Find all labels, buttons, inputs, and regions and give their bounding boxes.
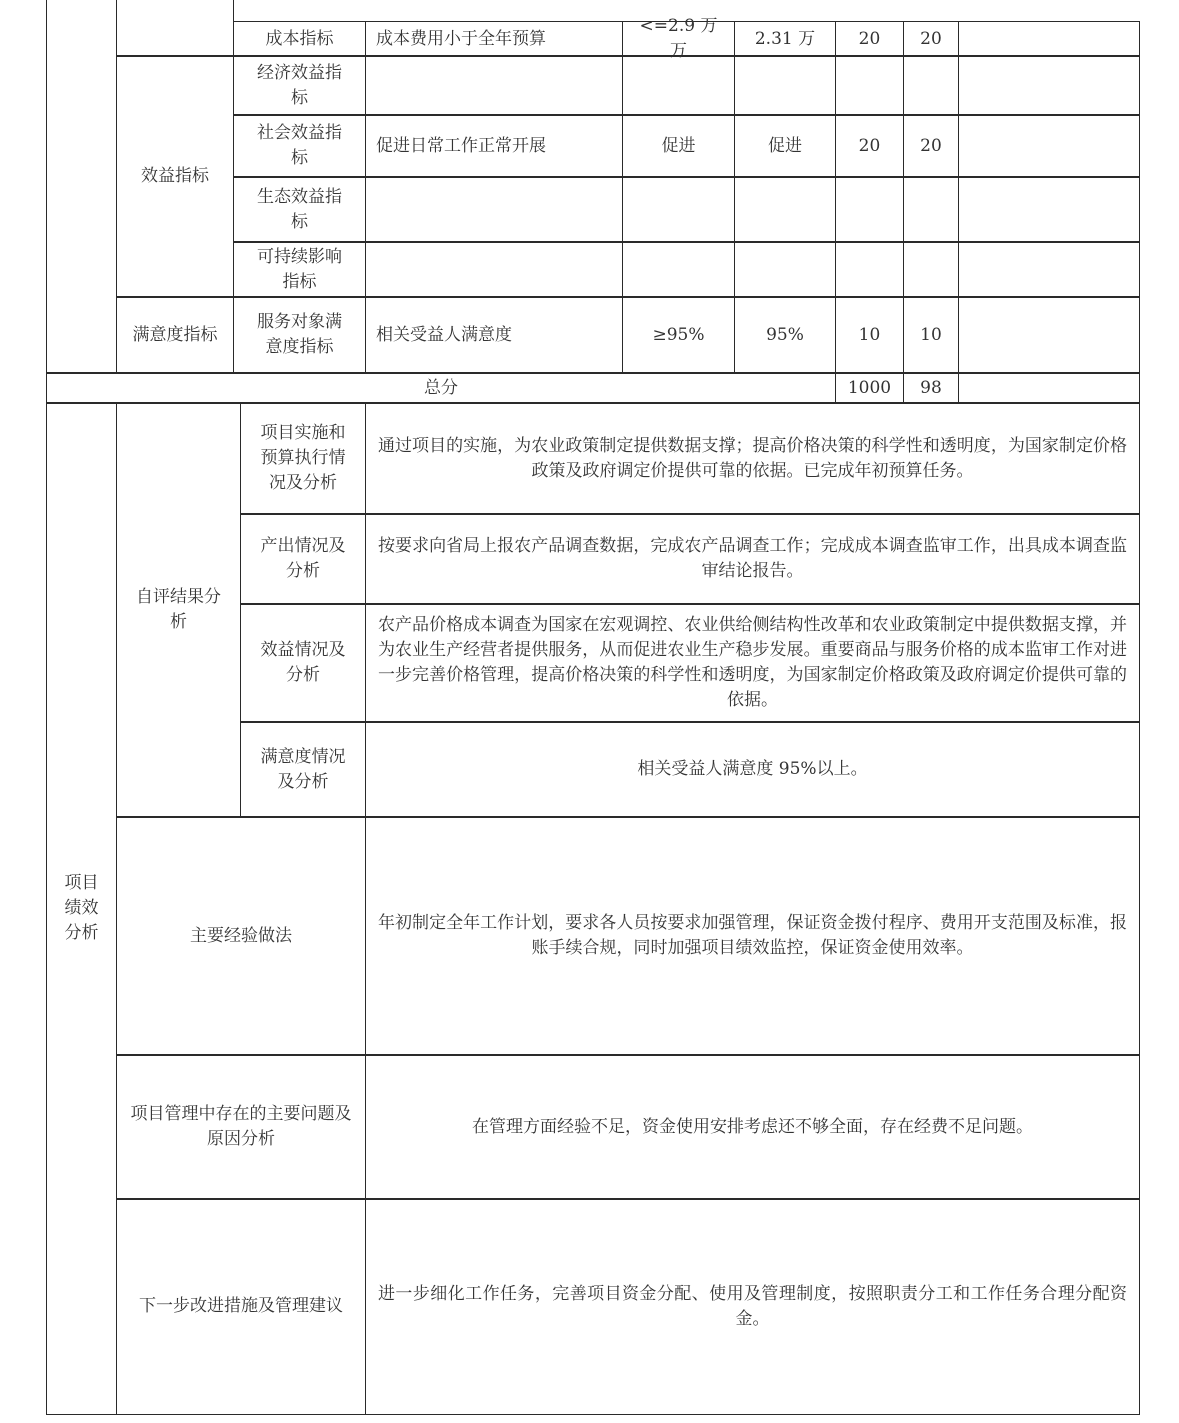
- experience-label-cell: [116, 816, 366, 1056]
- experience-text: 年初制定全年工作计划，要求各人员按要求加强管理，保证资金拨付程序、费用开支范围及标准，报账手续合规，同时加强项目绩效监控，保证资金使用效率。: [378, 913, 1127, 958]
- output-label: 产出情况及分析: [260, 536, 346, 581]
- satisfaction-level3: 服务对象满意度指标: [257, 312, 342, 357]
- economic-weight-cell: [835, 55, 904, 116]
- implementation-text: 通过项目的实施，为农业政策制定提供数据支撑；提高价格决策的科学性和透明度，为国家制定价格政策及政府调定价提供可靠的依据。已完成年初预算任务。: [378, 435, 1127, 481]
- implementation-label: 项目实施和预算执行情况及分析: [260, 423, 346, 493]
- self-eval-label: 自评结果分析: [136, 587, 221, 632]
- experience-label: 主要经验做法: [190, 925, 292, 946]
- cost-score-cell: [903, 21, 959, 57]
- cost-target-cell: [622, 16, 735, 61]
- output-text-cell: [365, 513, 1140, 605]
- benefit-text-cell: [365, 603, 1140, 723]
- social-remark-cell: [958, 114, 1140, 178]
- total-label: 总分: [424, 377, 458, 398]
- sustainable-level3: 可持续影响指标: [257, 246, 342, 292]
- ecological-actual-cell: [734, 176, 836, 243]
- improvements-text: 进一步细化工作任务，完善项目资金分配、使用及管理制度，按照职责分工和工作任务合理分配资金。: [378, 1283, 1127, 1329]
- implementation-text-cell: [365, 402, 1140, 515]
- ecological-content-cell: [365, 176, 623, 243]
- social-level3: 社会效益指标: [257, 123, 342, 168]
- satisfaction-text-cell: [365, 721, 1140, 818]
- economic-level3-cell: [233, 55, 366, 116]
- cost-level3: 成本指标: [265, 28, 334, 49]
- satisfaction-label: 满意度情况及分析: [260, 746, 346, 792]
- sustainable-actual-cell: [734, 241, 836, 298]
- satisfaction-score: 10: [920, 324, 942, 345]
- satisfaction-score-cell: [903, 296, 959, 374]
- improvements-label: 下一步改进措施及管理建议: [139, 1296, 343, 1316]
- cost-content: 成本费用小于全年预算: [376, 28, 546, 49]
- benefit-level2-cell: [116, 55, 234, 298]
- benefit-level2: 效益指标: [141, 166, 209, 186]
- satisfaction-level2-cell: [116, 296, 234, 374]
- economic-remark-cell: [958, 55, 1140, 116]
- economic-target-cell: [622, 55, 735, 116]
- satisfaction-level3-cell: [233, 296, 366, 374]
- social-content: 促进日常工作正常开展: [376, 135, 546, 156]
- social-content-cell: [365, 114, 623, 178]
- economic-actual-cell: [734, 55, 836, 116]
- problems-label: 项目管理中存在的主要问题及原因分析: [130, 1104, 352, 1149]
- social-weight: 20: [858, 135, 881, 156]
- problems-label-cell: [116, 1054, 366, 1200]
- sustainable-remark-cell: [958, 241, 1140, 298]
- satisfaction-label-cell: [240, 721, 366, 818]
- satisfaction-content-cell: [365, 296, 623, 374]
- improvements-label-cell: [116, 1198, 366, 1415]
- problems-text: 在管理方面经验不足，资金使用安排考虑还不够全面，存在经费不足问题。: [472, 1116, 1033, 1137]
- total-remark-cell: [958, 372, 1140, 404]
- ecological-weight-cell: [835, 176, 904, 243]
- sustainable-content-cell: [365, 241, 623, 298]
- cost-level3-cell: [233, 21, 366, 57]
- ecological-target-cell: [622, 176, 735, 243]
- experience-text-cell: [365, 816, 1140, 1056]
- social-target-cell: [622, 114, 735, 178]
- total-score-cell: [903, 372, 959, 404]
- satisfaction-target-cell: [622, 296, 735, 374]
- total-weight: 1000: [847, 377, 892, 398]
- total-weight-cell: [835, 372, 904, 404]
- cost-target: <=2.9 万万: [639, 16, 718, 61]
- cost-weight-cell: [835, 21, 904, 57]
- satisfaction-content: 相关受益人满意度: [376, 324, 512, 345]
- cost-score: 20: [920, 28, 942, 49]
- output-label-cell: [240, 513, 366, 605]
- satisfaction-level2: 满意度指标: [132, 324, 218, 345]
- cost-actual-cell: [734, 21, 836, 57]
- social-target: 促进: [661, 135, 696, 156]
- output-text: 按要求向省局上报农产品调查数据，完成农产品调查工作；完成成本调查监审工作，出具成本调查监审结论报告。: [378, 536, 1127, 581]
- satisfaction-actual: 95%: [766, 324, 804, 345]
- social-score-cell: [903, 114, 959, 178]
- satisfaction-target: ≥95%: [652, 324, 705, 345]
- satisfaction-remark-cell: [958, 296, 1140, 374]
- cost-content-cell: [365, 21, 623, 57]
- implementation-label-cell: [240, 402, 366, 515]
- sustainable-target-cell: [622, 241, 735, 298]
- social-actual-cell: [734, 114, 836, 178]
- economic-content-cell: [365, 55, 623, 116]
- satisfaction-weight-cell: [835, 296, 904, 374]
- satisfaction-actual-cell: [734, 296, 836, 374]
- analysis-section-label: 项目绩效分析: [64, 873, 99, 943]
- self-eval-label-cell: [116, 402, 241, 818]
- social-level3-cell: [233, 114, 366, 178]
- social-actual: 促进: [768, 135, 802, 156]
- cost-weight: 20: [858, 28, 881, 49]
- problems-text-cell: [365, 1054, 1140, 1200]
- sustainable-score-cell: [903, 241, 959, 298]
- total-score: 98: [920, 377, 942, 398]
- ecological-remark-cell: [958, 176, 1140, 243]
- ecological-level3: 生态效益指标: [257, 186, 342, 232]
- sustainable-weight-cell: [835, 241, 904, 298]
- analysis-section-label-cell: [46, 402, 117, 1415]
- economic-level3: 经济效益指标: [257, 62, 342, 108]
- cost-level2-cell: [116, 0, 234, 57]
- ecological-level3-cell: [233, 176, 366, 243]
- social-score: 20: [920, 135, 942, 156]
- economic-score-cell: [903, 55, 959, 116]
- benefit-label-cell: [240, 603, 366, 723]
- benefit-label: 效益情况及分析: [260, 640, 346, 685]
- satisfaction-text: 相关受益人满意度 95%以上。: [637, 759, 868, 779]
- cost-remark-cell: [958, 21, 1140, 57]
- ecological-score-cell: [903, 176, 959, 243]
- level1-column-cell: [46, 0, 117, 374]
- social-weight-cell: [835, 114, 904, 178]
- satisfaction-weight: 10: [858, 324, 881, 345]
- sustainable-level3-cell: [233, 241, 366, 298]
- total-label-cell: [46, 372, 836, 404]
- cost-actual: 2.31 万: [754, 28, 816, 49]
- benefit-text: 农产品价格成本调查为国家在宏观调控、农业供给侧结构性改革和农业政策制定中提供数据支撑，并为农业生产经营者提供服务，从而促进农业生产稳步发展。重要商品与服务价格的成本监审工作对进一步完善价格管理，提高价格决策的科学性和透明度，为国家制定价格政策及政府调定价提供可靠的依据。: [378, 615, 1127, 710]
- improvements-text-cell: [365, 1198, 1140, 1415]
